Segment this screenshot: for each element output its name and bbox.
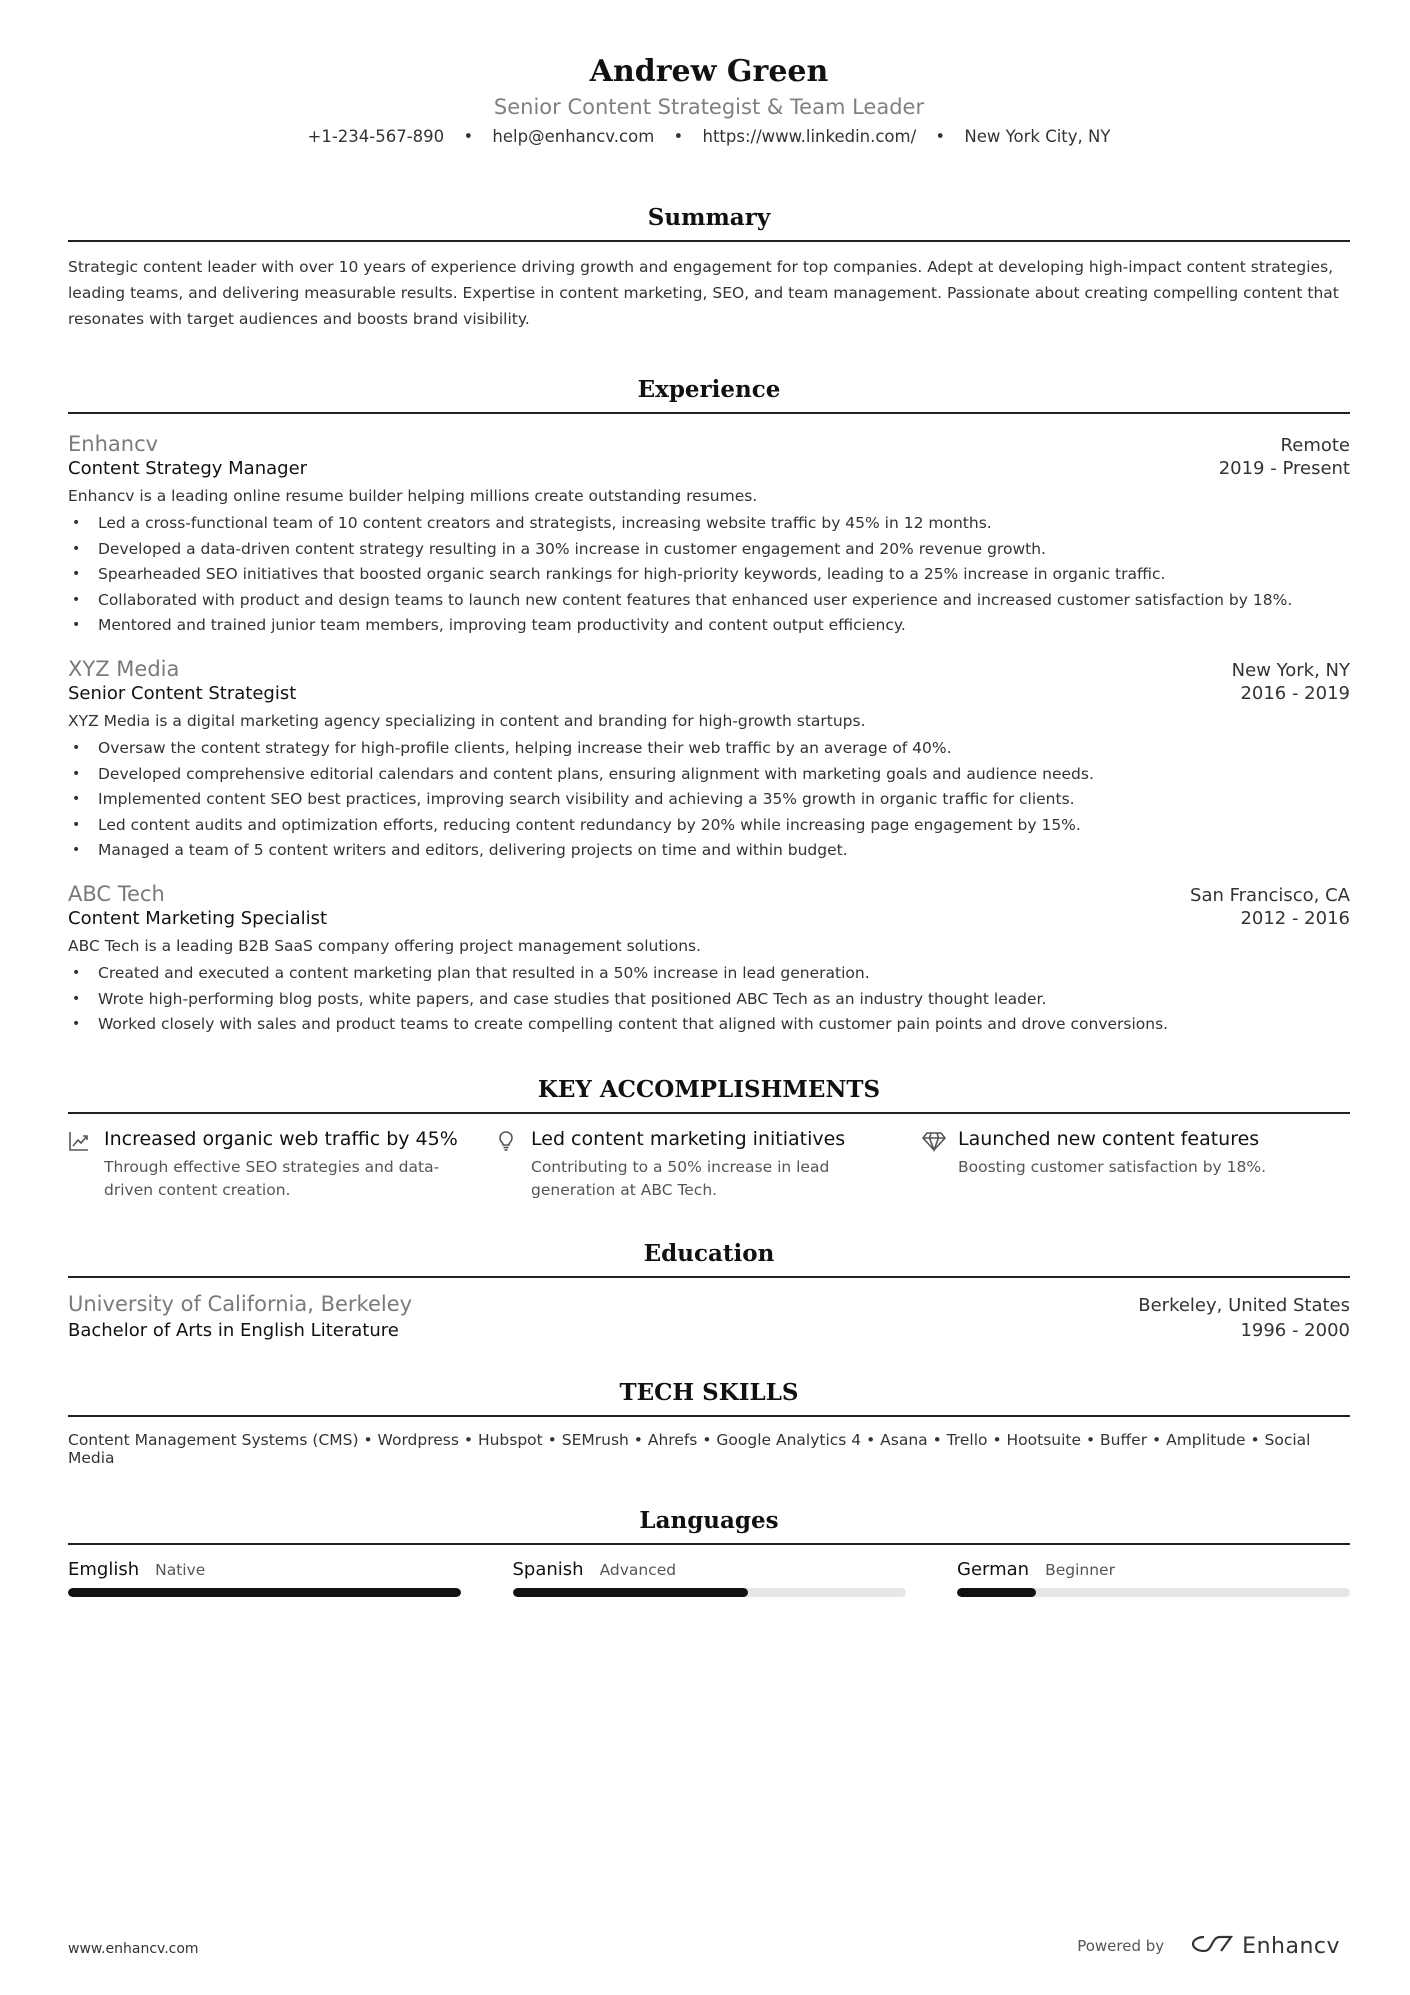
separator: • [463,127,474,146]
job-dates: 2012 - 2016 [1240,907,1350,929]
skill-separator: • [927,1430,947,1449]
bullet-text: Developed a data-driven content strategy resulting in a 30% increase in customer engagement and 20% revenue growth. [98,539,1046,558]
skill-item: Wordpress [377,1430,459,1449]
job-role-row [68,681,1350,704]
accomplishment-text: Contributing to a 50% increase in lead generation at ABC Tech. [531,1157,830,1199]
bullet-icon: • [72,765,81,782]
experience-list [68,432,1350,1038]
language-proficiency-bar [957,1588,1350,1597]
resume-page [68,0,1350,1597]
bullet-item [68,613,1350,639]
job-dates: 2019 - Present [1218,458,1350,479]
job-header-row [68,882,1350,906]
language-item [513,1559,906,1597]
skill-item: Ahrefs [647,1430,698,1449]
degree: Bachelor of Arts in English Literature [68,1319,399,1341]
language-proficiency-fill [957,1588,1036,1597]
skills-list [68,1431,1350,1467]
school-name: University of California, Berkeley [68,1291,413,1316]
skill-separator: • [1081,1430,1101,1449]
education-heading: Education [68,1240,1350,1278]
skill-item: Asana [880,1430,928,1449]
bullet-icon: • [72,791,81,808]
accomplishment-item [922,1128,1349,1202]
bullet-icon: • [72,816,81,833]
skill-separator: • [1245,1430,1265,1449]
bullet-item [68,838,1350,864]
language-proficiency-bar [513,1588,906,1597]
language-level: Native [155,1560,206,1579]
bullet-item [68,961,1350,987]
language-proficiency-bar [68,1588,461,1597]
bullet-item [68,537,1350,563]
job-bullets [68,511,1350,639]
job-title: Content Marketing Specialist [68,907,328,929]
accomplishment-text: Boosting customer satisfaction by 18%. [958,1157,1267,1176]
lightbulb-icon [495,1128,531,1202]
bullet-item [68,762,1350,788]
school-location: Berkeley, United States [1138,1294,1350,1316]
bullet-item [68,787,1350,813]
diamond-icon [922,1128,958,1202]
bullet-text: Mentored and trained junior team members, improving team productivity and content output efficiency. [98,616,906,635]
skill-separator: • [628,1430,648,1449]
bullet-item [68,588,1350,614]
bullet-icon: • [72,964,81,981]
education-dates: 1996 - 2000 [1240,1319,1350,1341]
summary-text: Strategic content leader with over 10 years of experience driving growth and engagement for top companies. Adept at developing high-impact content strategies, leading teams, and delivering measurable results. Expertise in content marketing, SEO, and team management. Passionate about creating compelling content that resonates with target audiences and boosts brand visibility. [68,258,1339,328]
job-bullets [68,736,1350,864]
bullet-text: Managed a team of 5 content writers and editors, delivering projects on time and within budget. [98,841,848,860]
accomplishments-list [68,1128,1350,1202]
skill-item: Content Management Systems (CMS) [68,1430,359,1449]
job-location: Remote [1280,435,1350,456]
location: New York City, NY [964,127,1111,146]
company-name: XYZ Media [68,656,180,681]
bullet-icon: • [72,842,81,859]
accomplishments-heading: KEY ACCOMPLISHMENTS [68,1076,1350,1114]
skill-item: SEMrush [561,1430,629,1449]
job-title: Content Strategy Manager [68,458,308,479]
company-name: ABC Tech [68,881,165,906]
skills-heading: TECH SKILLS [68,1379,1350,1417]
bullet-icon: • [72,617,81,634]
job-dates: 2016 - 2019 [1240,682,1350,704]
bullet-text: Developed comprehensive editorial calendars and content plans, ensuring alignment with marketing goals and audience needs. [98,764,1094,783]
skill-item: Hootsuite [1006,1430,1082,1449]
accomplishment-title: Launched new content features [958,1127,1260,1150]
language-proficiency-fill [513,1588,749,1597]
job-header-row [68,432,1350,456]
language-item [68,1559,461,1597]
skill-item: Google Analytics 4 [716,1430,862,1449]
bullet-icon: • [72,591,81,608]
skill-separator: • [697,1430,717,1449]
skill-item: Buffer [1100,1430,1148,1449]
skill-item: Social Media [68,1430,1311,1467]
bullet-icon: • [72,515,81,531]
accomplishment-item [495,1128,922,1202]
linkedin-link[interactable]: https://www.linkedin.com/ [702,127,917,146]
skill-separator: • [358,1430,378,1449]
language-name: German [957,1558,1030,1580]
job-role-row [68,906,1350,929]
bullet-icon: • [72,739,81,756]
bullet-text: Led content audits and optimization efforts, reducing content redundancy by 20% while increasing page engagement by 15%. [98,815,1081,834]
bullet-item [68,562,1350,588]
separator: • [935,127,946,146]
job-bullets [68,961,1350,1038]
skill-separator: • [987,1430,1007,1449]
job-location: San Francisco, CA [1190,884,1350,906]
language-level: Beginner [1045,1560,1115,1579]
contact-line [68,127,1350,146]
language-proficiency-fill [68,1588,461,1597]
bullet-text: Worked closely with sales and product teams to create compelling content that aligned with customer pain points and drove conversions. [98,1015,1169,1034]
language-level: Advanced [599,1560,677,1579]
email-link[interactable]: help@enhancv.com [492,127,655,146]
language-header [68,1559,461,1580]
skill-separator: • [861,1430,881,1449]
skill-separator: • [1147,1430,1167,1449]
language-header [513,1559,906,1580]
languages-heading: Languages [68,1507,1350,1545]
trend-up-icon [68,1128,104,1202]
bullet-item [68,1012,1350,1038]
enhancv-brand[interactable]: Enhancv [1242,1933,1340,1959]
accomplishment-title: Led content marketing initiatives [531,1127,846,1150]
enhancv-logo-icon [1190,1932,1242,1960]
job-entry [68,657,1350,864]
skill-item: Trello [946,1430,988,1449]
skill-item: Amplitude [1166,1430,1246,1449]
bullet-text: Implemented content SEO best practices, improving search visibility and achieving a 35% growth in organic traffic for clients. [98,790,1075,809]
candidate-name: Andrew Green [589,54,829,89]
job-entry [68,882,1350,1038]
candidate-headline: Senior Content Strategist & Team Leader [493,95,925,119]
separator: • [673,127,684,146]
skill-item: Hubspot [477,1430,543,1449]
bullet-text: Oversaw the content strategy for high-profile clients, helping increase their web traffic by an average of 40%. [98,738,952,757]
bullet-icon: • [72,566,81,583]
language-item [957,1559,1350,1597]
job-title: Senior Content Strategist [68,682,297,704]
job-entry [68,432,1350,639]
bullet-icon: • [72,540,81,557]
phone: +1-234-567-890 [307,127,445,146]
bullet-icon: • [72,1016,81,1033]
bullet-text: Led a cross-functional team of 10 content creators and strategists, increasing website traffic by 45% in 12 months. [98,514,992,532]
job-location: New York, NY [1231,659,1350,681]
bullet-item [68,987,1350,1013]
skill-separator: • [458,1430,478,1449]
bullet-item [68,511,1350,537]
language-name: Spanish [512,1558,584,1580]
job-header-row [68,657,1350,681]
company-description: Enhancv is a leading online resume builder helping millions create outstanding resumes. [68,487,758,505]
bullet-item [68,813,1350,839]
accomplishment-item [68,1128,495,1202]
footer-site-link[interactable]: www.enhancv.com [68,1941,199,1957]
language-name: Emglish [68,1558,140,1580]
accomplishment-title: Increased organic web traffic by 45% [104,1127,458,1150]
bullet-text: Spearheaded SEO initiatives that boosted organic search rankings for high-priority keywords, leading to a 25% increase in organic traffic. [98,565,1166,584]
accomplishment-text: Through effective SEO strategies and data-driven content creation. [104,1157,440,1199]
powered-by-label: Powered by [1077,1937,1165,1955]
bullet-text: Collaborated with product and design teams to launch new content features that enhanced user experience and increased customer satisfaction by 18%. [98,590,1293,609]
skill-separator: • [542,1430,562,1449]
bullet-item [68,736,1350,762]
languages-list [68,1559,1350,1597]
experience-heading: Experience [68,376,1350,414]
language-header [957,1559,1350,1580]
company-name: Enhancv [68,432,159,456]
company-description: ABC Tech is a leading B2B SaaS company offering project management solutions. [68,936,702,955]
company-description: XYZ Media is a digital marketing agency specializing in content and branding for high-growth startups. [68,711,866,730]
bullet-text: Wrote high-performing blog posts, white papers, and case studies that positioned ABC Tech as an industry thought leader. [98,989,1047,1008]
powered-by [1077,1932,1340,1960]
summary-heading: Summary [68,204,1350,242]
bullet-text: Created and executed a content marketing plan that resulted in a 50% increase in lead generation. [98,963,870,982]
job-role-row [68,456,1350,479]
bullet-icon: • [72,990,81,1007]
education-entry [68,1292,1350,1341]
